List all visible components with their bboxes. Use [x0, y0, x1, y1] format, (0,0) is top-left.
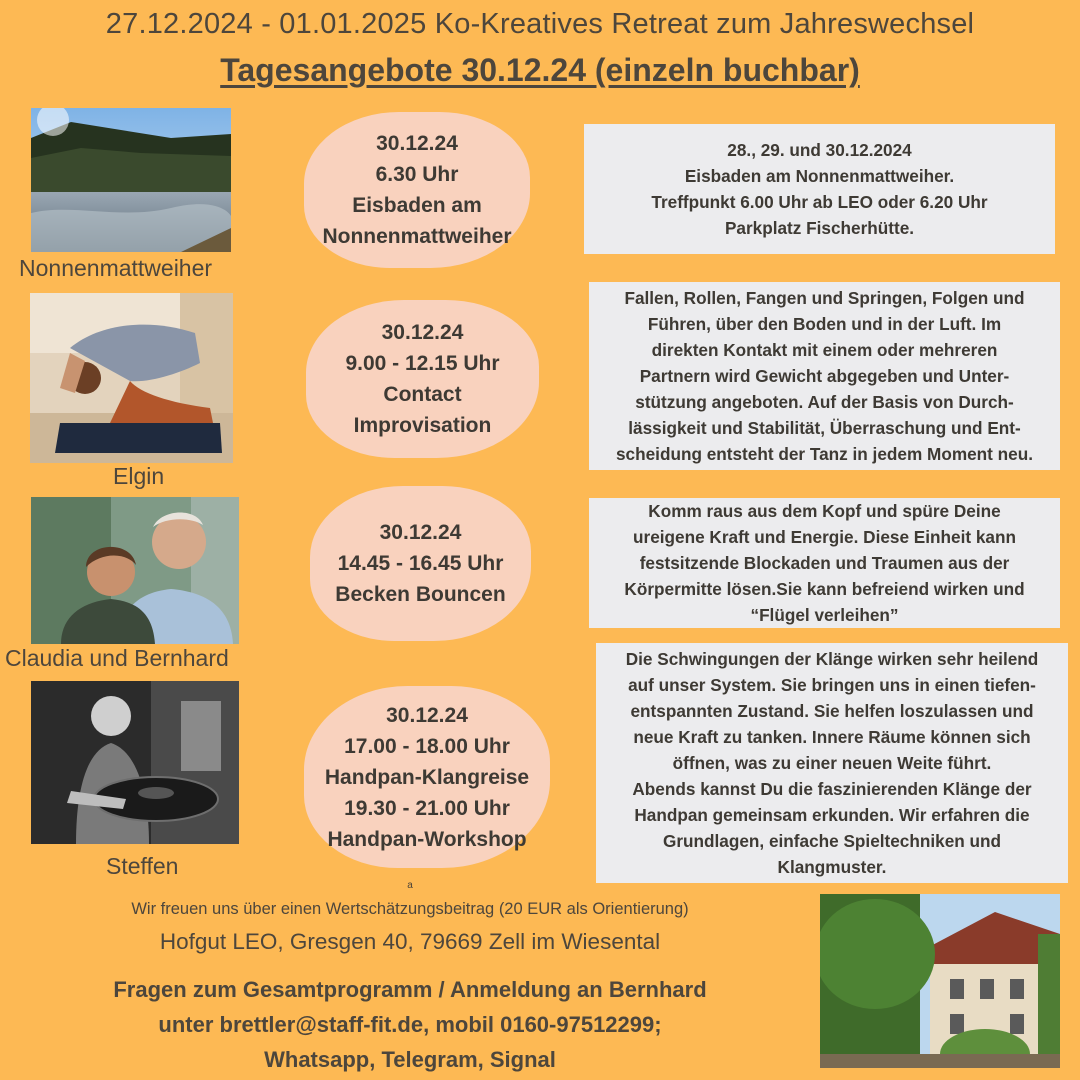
caption-steffen: Steffen — [106, 853, 179, 879]
description-line: Parkplatz Fischerhütte. — [724, 218, 915, 238]
session-4-time-1: 17.00 - 18.00 Uhr — [344, 734, 510, 758]
contact-line-3: Whatsapp, Telegram, Signal — [264, 1047, 556, 1072]
venue-address: Hofgut LEO, Gresgen 40, 79669 Zell im Wiesental — [159, 929, 661, 954]
description-line: entspannten Zustand. Sie helfen loszulassen und — [630, 701, 1034, 721]
description-line: neue Kraft zu tanken. Innere Räume können sich — [633, 727, 1031, 747]
description-line: lässigkeit und Stabilität, Überraschung und Ent- — [628, 418, 1021, 438]
caption-nonnenmattweiher: Nonnenmattweiher — [19, 255, 213, 281]
session-1-title-line-2: Nonnenmattweiher — [322, 225, 512, 248]
session-2-date: 30.12.24 — [381, 321, 464, 344]
description-line: ureigene Kraft und Energie. Diese Einheit kann — [633, 527, 1016, 547]
contact-line-2: unter brettler@staff-fit.de, mobil 0160-97512299; — [158, 1012, 662, 1037]
footer-small-mark: a — [407, 880, 413, 891]
dancer-backbend-photo — [30, 293, 233, 463]
description-line: Treffpunkt 6.00 Uhr ab LEO oder 6.20 Uhr — [651, 192, 988, 212]
description-line: Eisbaden am Nonnenmattweiher. — [684, 166, 955, 186]
session-2-time: 9.00 - 12.15 Uhr — [345, 352, 500, 375]
session-2-title-line-2: Improvisation — [353, 414, 492, 437]
session-3-date: 30.12.24 — [379, 521, 462, 544]
description-line: Klangmuster. — [777, 857, 887, 877]
description-line: Abends kannst Du die faszinierenden Klänge der — [632, 779, 1032, 799]
session-4-date: 30.12.24 — [386, 703, 468, 727]
caption-claudia-und-bernhard: Claudia und Bernhard — [5, 645, 229, 671]
hofgut-leo-building-photo — [820, 894, 1060, 1068]
session-2-time-card — [306, 300, 539, 458]
contact-info — [0, 972, 820, 1077]
caption-elgin: Elgin — [113, 463, 165, 489]
description-line: festsitzende Blockaden und Traumen aus der — [639, 553, 1010, 573]
session-3-title: Becken Bouncen — [335, 583, 506, 606]
handpan-player-photo — [31, 681, 239, 844]
contribution-note: Wir freuen uns über einen Wertschätzungsbeitrag (20 EUR als Orientierung) — [131, 900, 689, 918]
session-1-date: 30.12.24 — [376, 132, 458, 155]
description-line: scheidung entsteht der Tanz in jedem Moment neu. — [616, 444, 1033, 464]
session-4-title-1: Handpan-Klangreise — [324, 765, 530, 789]
description-line: Die Schwingungen der Klänge wirken sehr heilend — [625, 649, 1039, 669]
session-4-title-2: Handpan-Workshop — [327, 827, 527, 851]
description-line: stützung angeboten. Auf der Basis von Durch- — [635, 392, 1014, 412]
frozen-lake-photo — [31, 108, 231, 252]
description-line: Komm raus aus dem Kopf und spüre Deine — [648, 501, 1001, 521]
description-line: Führen, über den Boden und in der Luft. Im — [647, 314, 1002, 334]
day-offers-heading: Tagesangebote 30.12.24 (einzeln buchbar) — [220, 52, 860, 88]
session-3-description — [589, 498, 1060, 628]
description-line: 28., 29. und 30.12.2024 — [727, 140, 912, 160]
session-2-title-line-1: Contact — [383, 383, 462, 406]
retreat-title: 27.12.2024 - 01.01.2025 Ko-Kreatives Retreat zum Jahreswechsel — [105, 8, 975, 40]
session-3-time: 14.45 - 16.45 Uhr — [337, 552, 504, 575]
description-line: Grundlagen, einfache Spieltechniken und — [662, 831, 1002, 851]
contact-line-1: Fragen zum Gesamtprogramm / Anmeldung an Bernhard — [113, 977, 707, 1002]
description-line: öffnen, was zu einer neuen Weite führt. — [672, 753, 992, 773]
session-4-time-card — [304, 686, 550, 868]
description-line: Partnern wird Gewicht abgegeben und Unter- — [639, 366, 1010, 386]
session-3-time-card — [310, 486, 531, 641]
description-line: Körpermitte lösen.Sie kann befreiend wirken und — [624, 579, 1025, 599]
session-1-title-line-1: Eisbaden am — [352, 194, 482, 217]
description-line: Fallen, Rollen, Fangen und Springen, Folgen und — [624, 288, 1025, 308]
session-4-time-2: 19.30 - 21.00 Uhr — [344, 796, 510, 820]
couple-portrait-photo — [31, 497, 239, 644]
description-line: Handpan gemeinsam erkunden. Wir erfahren die — [634, 805, 1030, 825]
session-2-description — [589, 282, 1060, 470]
session-1-description — [584, 124, 1055, 254]
description-line: direkten Kontakt mit einem oder mehreren — [651, 340, 998, 360]
description-line: auf unser System. Sie bringen uns in einen tiefen- — [628, 675, 1036, 695]
description-line: “Flügel verleihen” — [750, 605, 899, 625]
session-4-description — [596, 643, 1068, 883]
session-1-time-card — [304, 112, 530, 268]
session-1-time: 6.30 Uhr — [375, 163, 459, 186]
